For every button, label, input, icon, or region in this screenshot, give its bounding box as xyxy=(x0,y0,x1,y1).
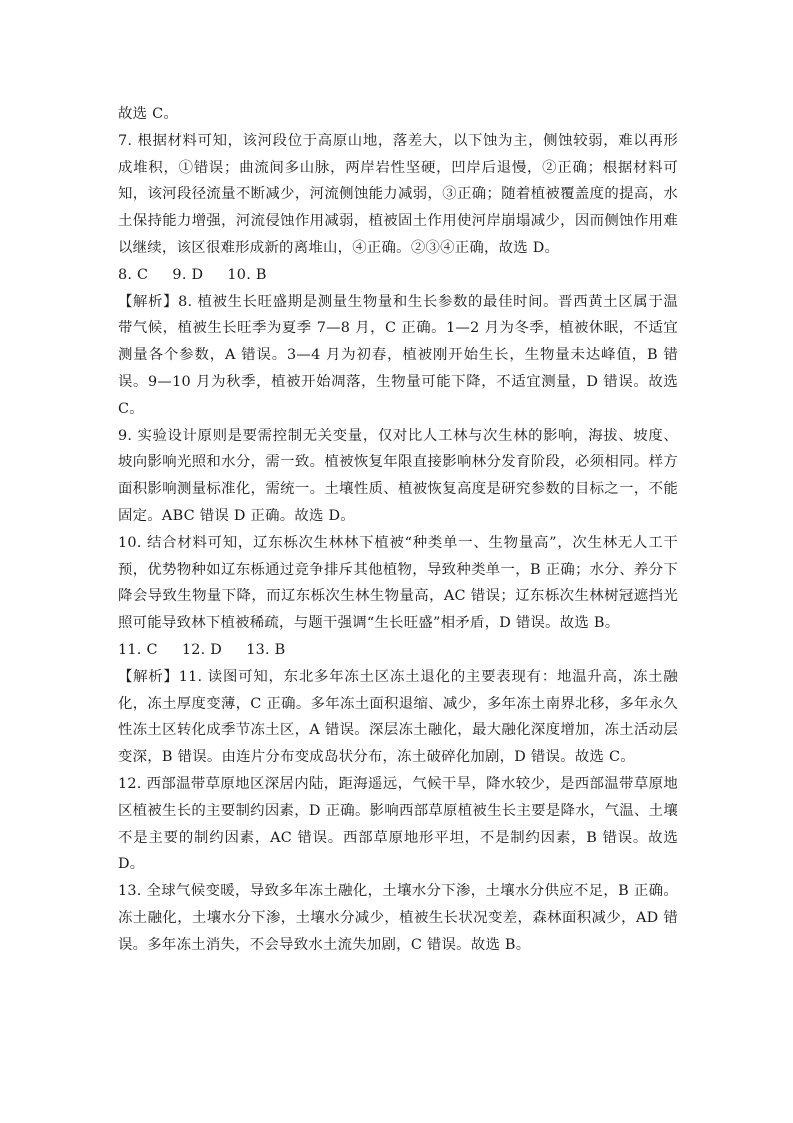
explanation-11: 【解析】11. 读图可知，东北多年冻土区冻土退化的主要表现有：地温升高，冻土融化，冻土厚度变薄，C 正确。多年冻土面积退缩、减少，多年冻土南界北移，多年永久性冻土区转化成季节冻土区，A 错误。深层冻土融化，最大融化深度增加，冻土活动层变深，B 错误。由连片分布变成岛状分布，冻土破碎化加剧，D 错误。故选 C。 xyxy=(118,668,678,766)
explanation-7: 7. 根据材料可知，该河段位于高原山地，落差大，以下蚀为主，侧蚀较弱，难以再形成堆积，①错误；曲流间多山脉，两岸岩性坚硬，凹岸后退慢，②正确；根据材料可知，该河段径流量不断减少，河流侧蚀能力减弱，③正确；随着植被覆盖度的提高，水土保持能力增强，河流侵蚀作用减弱，植被固土作用使河岸崩塌减少，因而侧蚀作用难以继续，该区很难形成新的离堆山，④正确。②③④正确，故选 D。 xyxy=(118,132,678,256)
answer-conclusion-6: 故选 C。 xyxy=(118,106,179,122)
answer-key-11-13: 11. C 12. D 13. B xyxy=(118,641,286,658)
explanation-8: 【解析】8. 植被生长旺盛期是测量生物量和生长参数的最佳时间。晋西黄土区属于温带气候，植被生长旺季为夏季 7—8 月，C 正确。1—2 月为冬季，植被休眠，不适宜测量各个参数，A 错误。3—4 月为初春，植被刚开始生长，生物量未达峰值，B 错误。9—10 月为秋季，植被开始凋落，生物量可能下降，不适宜测量，D 错误。故选 C。 xyxy=(118,293,678,417)
document-body xyxy=(118,101,678,959)
explanation-13: 13. 全球气候变暖，导致多年冻土融化，土壤水分下渗，土壤水分供应不足，B 正确。冻土融化，土壤水分下渗，土壤水分减少，植被生长状况变差，森林面积减少，AD 错误。多年冻土消失，不会导致水土流失加剧，C 错误。故选 B。 xyxy=(118,883,678,953)
explanation-12: 12. 西部温带草原地区深居内陆，距海遥远，气候干旱，降水较少，是西部温带草原地区植被生长的主要制约因素，D 正确。影响西部草原植被生长主要是降水，气温、土壤不是主要的制约因素，AC 错误。西部草原地形平坦，不是制约因素，B 错误。故选 D。 xyxy=(118,775,678,873)
explanation-10: 10. 结合材料可知，辽东栎次生林林下植被“种类单一、生物量高”，次生林无人工干预，优势物种如辽东栎通过竞争排斥其他植物，导致种类单一，B 正确；水分、养分下降会导致生物量下降，而辽东栎次生林生物量高，AC 错误；辽东栎次生林树冠遮挡光照可能导致林下植被稀疏，与题干强调“生长旺盛”相矛盾，D 错误。故选 B。 xyxy=(118,534,678,632)
answer-key-8-10: 8. C 9. D 10. B xyxy=(118,266,267,283)
explanation-9: 9. 实验设计原则是要需控制无关变量，仅对比人工林与次生林的影响，海拔、坡度、坡向影响光照和水分，需一致。植被恢复年限直接影响林分发育阶段，必须相同。样方面积影响测量标准化，需统一。土壤性质、植被恢复高度是研究参数的目标之一，不能固定。ABC 错误 D 正确。故选 D。 xyxy=(118,427,678,524)
